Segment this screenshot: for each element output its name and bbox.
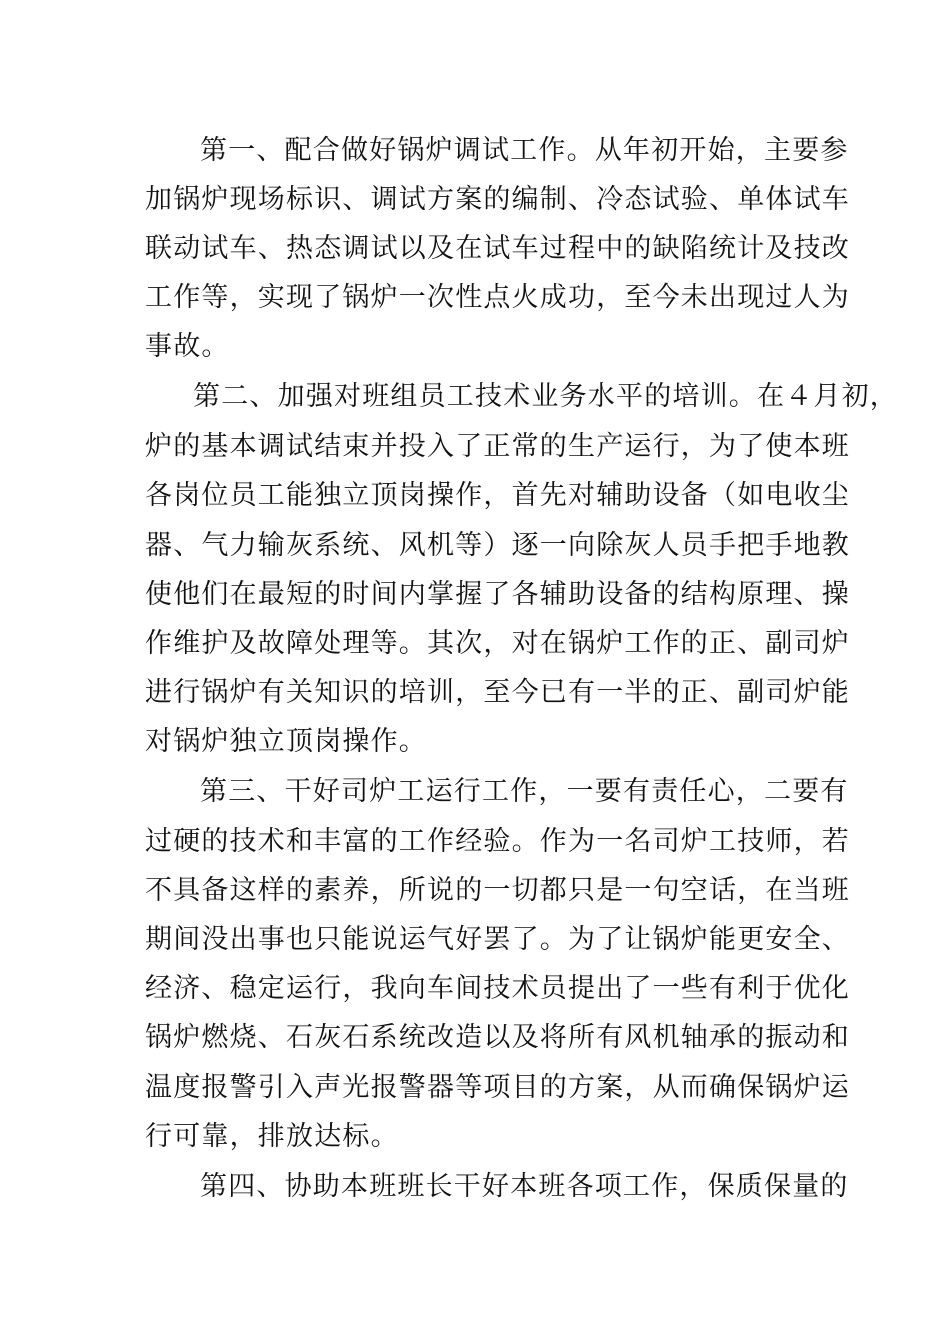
paragraph-1-line-4: 工作等，实现了锅炉一次性点火成功，至今未出现过人为 [145, 282, 850, 313]
paragraph-2-line-8: 对锅炉独立顶岗操作。 [145, 726, 427, 757]
paragraph-2-line-7: 进行锅炉有关知识的培训，至今已有一半的正、副司炉能 [145, 677, 850, 708]
paragraph-3-line-8: 行可靠，排放达标。 [145, 1121, 399, 1152]
paragraph-3-line-3: 不具备这样的素养，所说的一切都只是一句空话，在当班 [145, 875, 850, 906]
paragraph-3-line-1: 第三、干好司炉工运行工作，一要有责任心，二要有 [200, 776, 849, 807]
paragraph-2-line-1: 第二、加强对班组员工技术业务水平的培训。在４月初， [193, 381, 898, 412]
paragraph-1-line-5: 事故。 [145, 331, 230, 362]
paragraph-3-line-6: 锅炉燃烧、石灰石系统改造以及将所有风机轴承的振动和 [145, 1022, 850, 1053]
paragraph-3-line-7: 温度报警引入声光报警器等项目的方案，从而确保锅炉运 [145, 1072, 850, 1103]
paragraph-4-line-1: 第四、协助本班班长干好本班各项工作，保质保量的 [200, 1171, 849, 1202]
paragraph-3-line-5: 经济、稳定运行，我向车间技术员提出了一些有利于优化 [145, 973, 850, 1004]
paragraph-1-line-3: 联动试车、热态调试以及在试车过程中的缺陷统计及技改 [145, 233, 850, 264]
paragraph-1-line-2: 加锅炉现场标识、调试方案的编制、冷态试验、单体试车 [145, 184, 850, 215]
paragraph-2-line-3: 各岗位员工能独立顶岗操作，首先对辅助设备（如电收尘 [145, 480, 850, 511]
paragraph-2-line-2: 炉的基本调试结束并投入了正常的生产运行，为了使本班 [145, 431, 850, 462]
paragraph-2-line-4: 器、气力输灰系统、风机等）逐一向除灰人员手把手地教 [145, 530, 850, 561]
paragraph-1-line-1: 第一、配合做好锅炉调试工作。从年初开始，主要参 [200, 135, 849, 166]
paragraph-2-line-6: 作维护及故障处理等。其次，对在锅炉工作的正、副司炉 [145, 628, 850, 659]
paragraph-2-line-5: 使他们在最短的时间内掌握了各辅助设备的结构原理、操 [145, 579, 850, 610]
paragraph-3-line-2: 过硬的技术和丰富的工作经验。作为一名司炉工技师，若 [145, 826, 850, 857]
paragraph-3-line-4: 期间没出事也只能说运气好罢了。为了让锅炉能更安全、 [145, 924, 850, 955]
